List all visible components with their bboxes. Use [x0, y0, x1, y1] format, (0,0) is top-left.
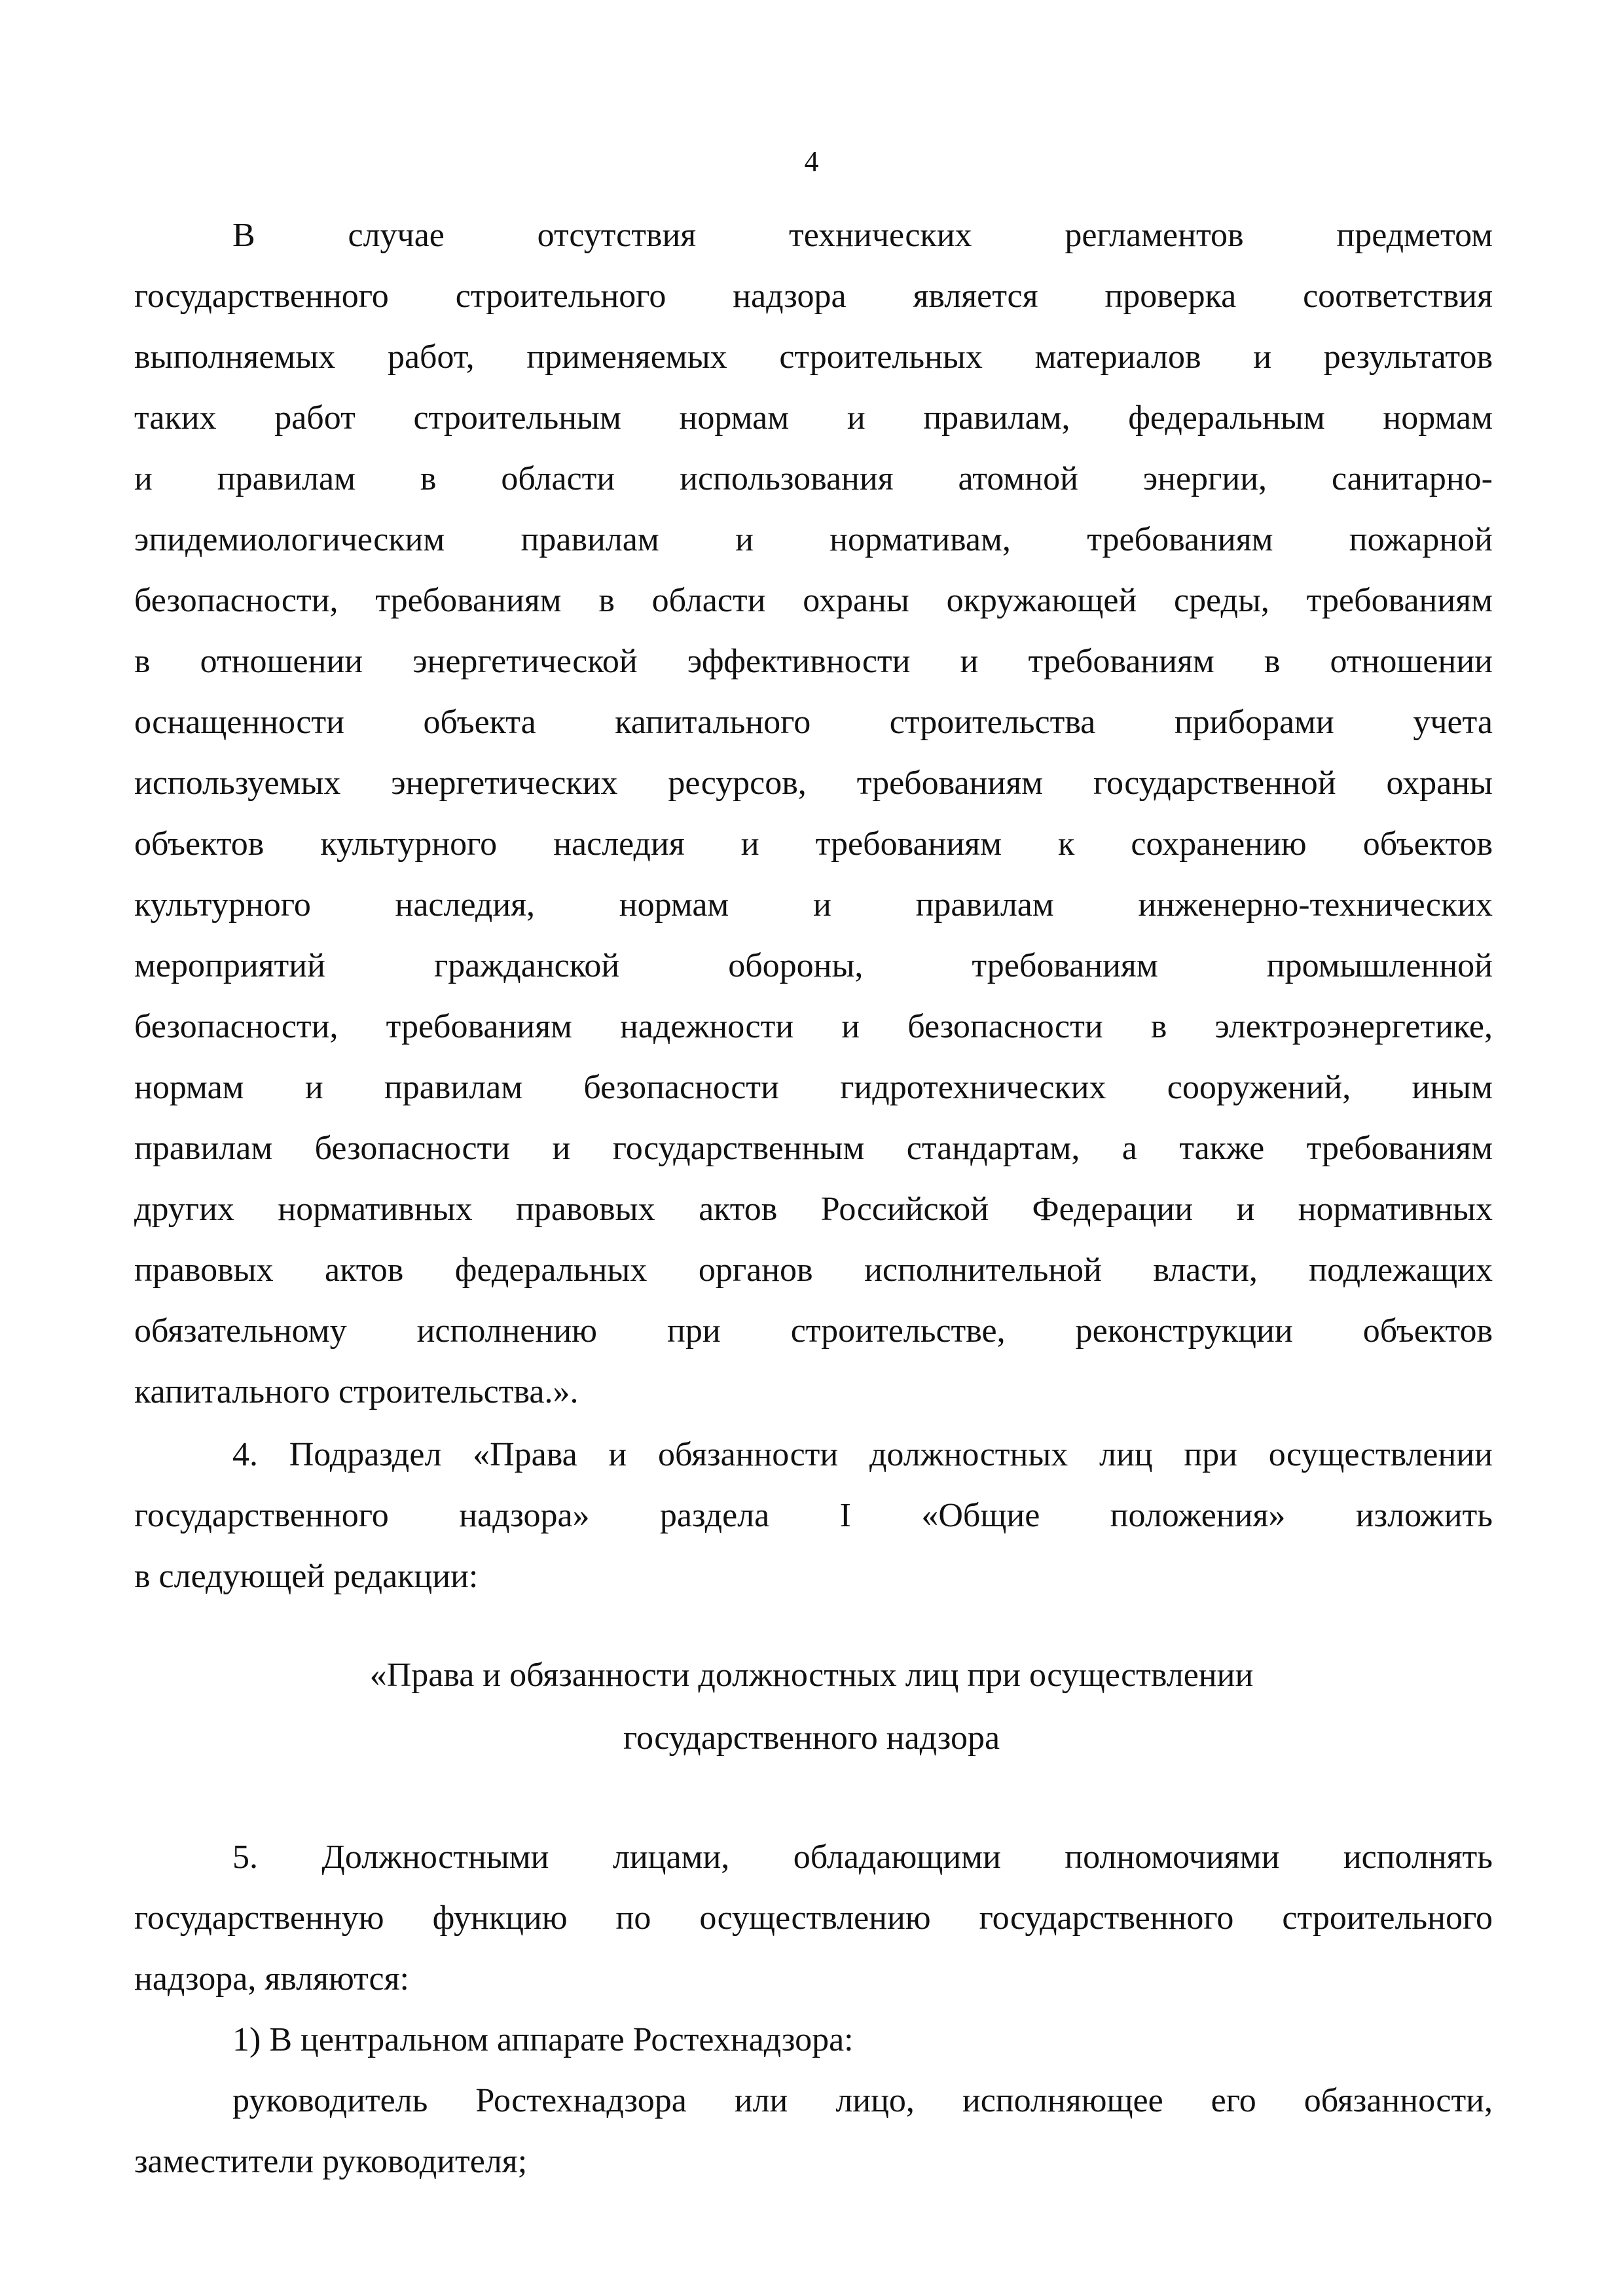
- paragraph-line: 4. Подраздел «Права и обязанности должностных лиц при осуществлении: [232, 1436, 1493, 1473]
- paragraph-line: мероприятий гражданской обороны, требованиям промышленной: [134, 947, 1493, 984]
- paragraph-line: в отношении энергетической эффективности и требованиям в отношении: [134, 643, 1493, 680]
- paragraph-line: таких работ строительным нормам и правилам, федеральным нормам: [134, 399, 1493, 437]
- paragraph-line: капитального строительства.».: [134, 1373, 579, 1410]
- paragraph-line: нормам и правилам безопасности гидротехнических сооружений, иным: [134, 1069, 1493, 1106]
- paragraph-line: безопасности, требованиям в области охраны окружающей среды, требованиям: [134, 582, 1493, 619]
- paragraph-line: других нормативных правовых актов Российской Федерации и нормативных: [134, 1191, 1493, 1228]
- paragraph-line: государственного надзора» раздела I «Общие положения» изложить: [134, 1497, 1493, 1534]
- list-item-central-office: 1) В центральном аппарате Ростехнадзора:: [232, 2021, 854, 2058]
- paragraph-line: безопасности, требованиям надежности и безопасности в электроэнергетике,: [134, 1008, 1493, 1045]
- paragraph-line: руководитель Ростехнадзора или лицо, исполняющее его обязанности,: [232, 2082, 1493, 2119]
- paragraph-line: заместители руководителя;: [134, 2143, 528, 2180]
- paragraph-line: В случае отсутствия технических регламентов предметом: [232, 217, 1493, 254]
- paragraph-line: обязательному исполнению при строительстве, реконструкции объектов: [134, 1312, 1493, 1350]
- paragraph-line: культурного наследия, нормам и правилам инженерно-технических: [134, 886, 1493, 924]
- paragraph-line: 5. Должностными лицами, обладающими полномочиями исполнять: [232, 1839, 1493, 1876]
- section-heading-line-2: государственного надзора: [623, 1719, 1000, 1757]
- paragraph-line: государственную функцию по осуществлению государственного строительного: [134, 1899, 1493, 1937]
- paragraph-line: надзора, являются:: [134, 1960, 409, 1998]
- paragraph-line: и правилам в области использования атомной энергии, санитарно-: [134, 460, 1493, 497]
- section-heading-line-1: «Права и обязанности должностных лиц при осуществлении: [369, 1657, 1254, 1694]
- paragraph-line: выполняемых работ, применяемых строительных материалов и результатов: [134, 338, 1493, 376]
- page-number: 4: [804, 145, 819, 177]
- paragraph-line: правовых актов федеральных органов исполнительной власти, подлежащих: [134, 1251, 1493, 1289]
- paragraph-line: оснащенности объекта капитального строительства приборами учета: [134, 704, 1493, 741]
- paragraph-line: в следующей редакции:: [134, 1558, 479, 1595]
- paragraph-line: эпидемиологическим правилам и нормативам, требованиям пожарной: [134, 521, 1493, 558]
- paragraph-line: используемых энергетических ресурсов, требованиям государственной охраны: [134, 764, 1493, 802]
- paragraph-line: правилам безопасности и государственным стандартам, а также требованиям: [134, 1130, 1493, 1167]
- paragraph-line: государственного строительного надзора является проверка соответствия: [134, 278, 1493, 315]
- paragraph-line: объектов культурного наследия и требованиям к сохранению объектов: [134, 825, 1493, 863]
